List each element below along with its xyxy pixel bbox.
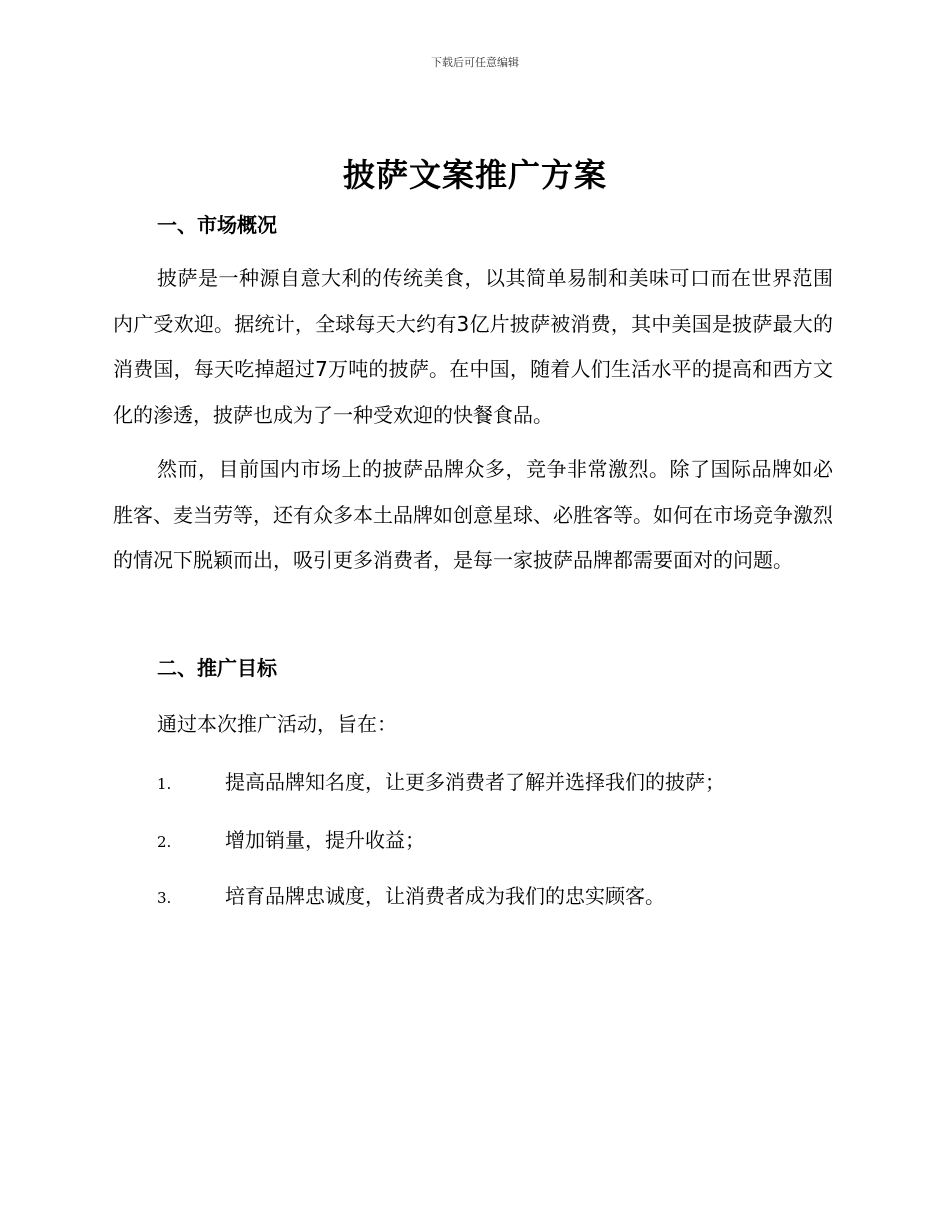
paragraph-market-competition: 然而，目前国内市场上的披萨品牌众多，竞争非常激烈。除了国际品牌如必胜客、麦当劳等，还有众多本土品牌如创意星球、必胜客等。如何在市场竞争激烈的情况下脱颖而出，吸引更多消费者，是每一家披萨品牌都需要面对的问题。: [113, 457, 833, 572]
goal-list-item: [157, 766, 725, 795]
paragraph-market-intro: 披萨是一种源自意大利的传统美食，以其简单易制和美味可口而在世界范围内广受欢迎。据统计，全球每天大约有3亿片披萨被消费，其中美国是披萨最大的消费国，每天吃掉超过7万吨的披萨。在中国，随着人们生活水平的提高和西方文化的渗透，披萨也成为了一种受欢迎的快餐食品。: [113, 266, 833, 427]
list-number: 3.: [157, 889, 172, 907]
list-number: 1.: [157, 775, 172, 793]
list-item-text: 增加销量，提升收益；: [225, 828, 425, 852]
page-header-note: 下载后可任意编辑: [431, 56, 519, 69]
goals-intro: 通过本次推广活动，旨在：: [157, 712, 397, 736]
list-item-text: 提高品牌知名度，让更多消费者了解并选择我们的披萨；: [225, 770, 725, 794]
goal-list-item: [157, 824, 425, 853]
list-item-text: 培育品牌忠诚度，让消费者成为我们的忠实顾客。: [225, 884, 665, 908]
list-number: 2.: [157, 833, 172, 851]
goal-list-item: [157, 880, 665, 909]
document-title: 披萨文案推广方案: [342, 156, 607, 194]
section-heading-market-overview: 一、市场概况: [157, 213, 277, 237]
section-heading-promotion-goals: 二、推广目标: [157, 656, 277, 680]
